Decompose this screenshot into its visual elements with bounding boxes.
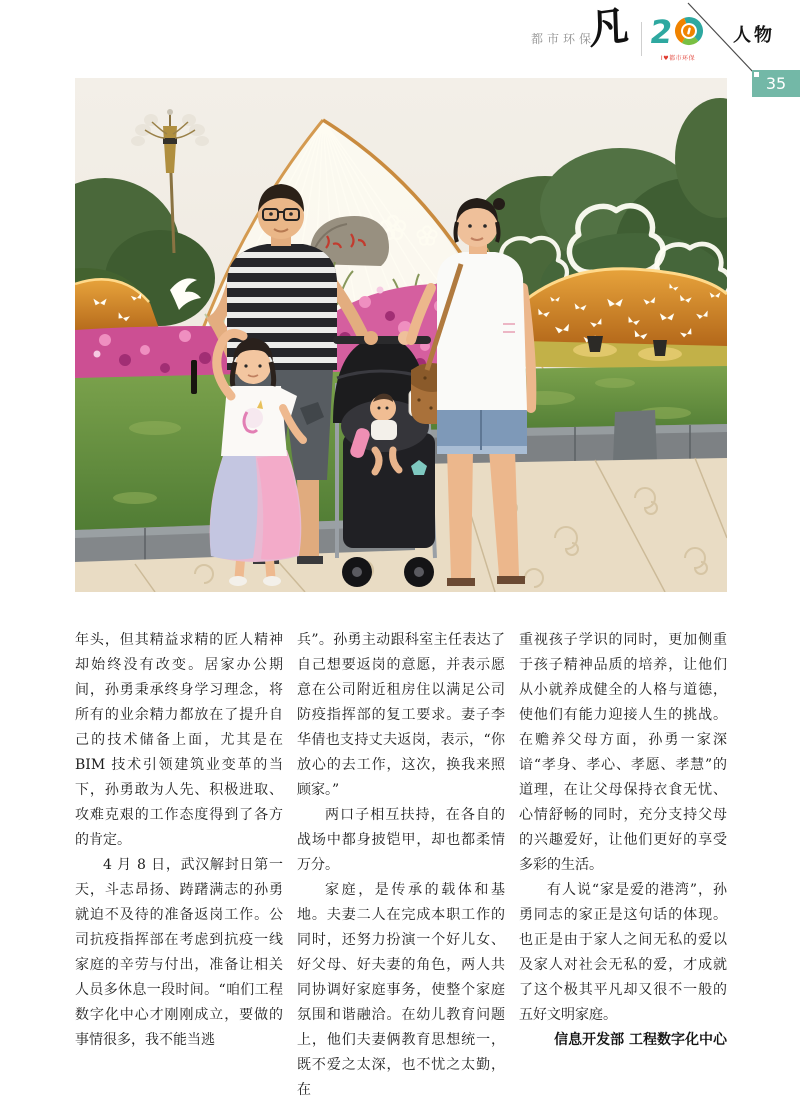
article-body (75, 628, 727, 1103)
paragraph: 有人说“家是爱的港湾”，孙勇同志的家正是这句话的体现。也正是由于家人之间无私的爱以及家人对社会无私的爱，才成就了这个极其平凡却又很不一般的五好文明家庭。 (519, 882, 727, 1023)
article-column-2 (297, 628, 505, 1103)
page-number-badge (752, 70, 800, 97)
article-byline: 信息开发部 工程数字化中心 (554, 1032, 727, 1048)
article-column-3 (519, 628, 727, 1103)
article-column-1 (75, 628, 283, 1103)
paragraph: 兵”。孙勇主动跟科室主任表达了自己想要返岗的意愿，并表示愿意在公司附近租房住以满足公司防疫指挥部的复工要求。妻子李华倩也支持丈夫返岗，表示，“你放心的去工作，这次，换我来照顾家。” (297, 632, 505, 798)
family-photo (75, 78, 727, 592)
sprinkler (191, 360, 197, 394)
paragraph: 两口子相互扶持，在各自的战场中都身披铠甲，却也都柔情万分。 (297, 807, 505, 873)
page-number: 35 (765, 74, 787, 93)
section-label: 人物 (733, 25, 775, 46)
logo-digit-2: 2 (647, 13, 675, 51)
brand-calligraphy-mark: 凡 (588, 1, 630, 54)
paragraph: 4 月 8 日，武汉解封日第一天，斗志昂扬、踌躇满志的孙勇就迫不及待的准备返岗工作。公司抗疫指挥部在考虑到抗疫一线家庭的辛劳与付出，准备让相关人员多休息一段时间。“咱们工程数字化中心才刚刚成立，要做的事情很多，我不能当逃 (75, 857, 283, 1048)
header-divider (641, 22, 642, 56)
paragraph: 家庭，是传承的载体和基地。夫妻二人在完成本职工作的同时，还努力扮演一个好儿女、好父母、好夫妻的角色，两人共同协调好家庭事务，使整个家庭氛围和谐融洽。在幼儿教育问题上，他们夫妻俩教育思想统一，既不爱之太深，也不忧之太勤，在 (297, 882, 505, 1098)
paragraph: 年头，但其精益求精的匠人精神却始终没有改变。居家办公期间，孙勇秉承终身学习理念，将所有的业余精力都放在了提升自己的技术储备上面，尤其是在 BIM 技术引领建筑业变革的当下，孙勇敢为人先、积极进取、攻难克艰的工作态度得到了各方的肯定。 (75, 632, 283, 848)
magazine-brand-text: 都市环保 (531, 32, 596, 46)
paragraph: 重视孩子学识的同时，更加侧重于孩子精神品质的培养，让他们从小就养成健全的人格与道德，使他们有能力迎接人生的挑战。在赡养父母方面，孙勇一家深谙“孝身、孝心、孝愿、孝慧”的道理，在让父母保持衣食无忧、心情舒畅的同时，充分支持父母的兴趣爱好，让他们更好的享受多彩的生活。 (519, 632, 727, 873)
logo-caption: I♥都市环保 (660, 55, 696, 62)
badge-corner-square (754, 72, 759, 77)
